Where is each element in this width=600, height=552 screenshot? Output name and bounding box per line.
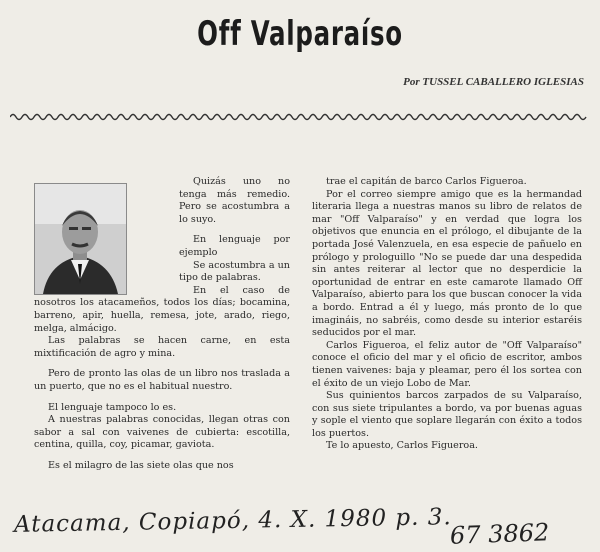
paragraph: trae el capitán de barco Carlos Figueroa.	[326, 176, 527, 187]
paragraph: Te lo apuesto, Carlos Figueroa.	[326, 440, 478, 452]
paragraph: Pero de pronto las olas de un libro nos traslada a un puerto, que no es el habitual nuestro.	[34, 368, 290, 392]
paragraph: En el caso de nosotros los atacameños, todos los días; bocamina, barreno, apir, huella, remesa, jote, arado, riego, melga, almácigo.	[34, 284, 290, 334]
paragraph: Quizás uno no tenga más remedio. Pero se acostumbra a lo suyo.	[179, 176, 290, 225]
handwritten-catalog-number: 67 3862	[449, 518, 550, 550]
paragraph: Sus quinientos barcos zarpados de su Valparaíso, con sus siete tripulantes a bordo, va por buenas aguas y sople el viento que soplare llegarán con éxito a todos los puertos.	[312, 390, 582, 439]
paragraph: Es el milagro de las siete olas que nos	[48, 459, 234, 471]
article-column-1	[34, 176, 290, 472]
paragraph: El lenguaje tampoco lo es.	[48, 401, 177, 413]
handwritten-source-note: Atacama, Copiapó, 4. X. 1980 p. 3.	[13, 504, 452, 538]
paragraph: Las palabras se hacen carne, en esta mixtificación de agro y mina.	[34, 335, 290, 359]
article-title: Off Valparaíso	[197, 14, 403, 54]
paragraph: Se acostumbra a un tipo de palabras.	[179, 259, 290, 284]
paragraph: Por el correo siempre amigo que es la hermandad literaria llega a nuestras manos su libro de relatos de mar "Off Valparaíso" y en verdad que logra los objetivos que enuncia en el prólogo, el dibujante de la portada José Valenzuela, en esa especie de pañuelo en prólogo y prologuillo "No se puede dar una despedida sin antes reiterar al lector que no desperdicie la oportunidad de entrar en este camarote llamado Off Valparaíso, abierto para los que buscan conocer la vida a bordo. Entrad a él y luego, más pronto de lo que imagináis, no sabréis, como desde su interior estaréis seducidos por el mar.	[312, 188, 582, 339]
paragraph: Carlos Figueroa, el feliz autor de "Off Valparaíso" conoce el oficio del mar y el oficio de escritor, ambos tienen vaivenes: baja y pleamar, pero él los sortea con el éxito de un viejo Lobo de Mar.	[312, 339, 582, 389]
paragraph: En lenguaje por ejemplo	[179, 234, 290, 258]
article-byline: Por TUSSEL CABALLERO IGLESIAS	[403, 76, 584, 88]
article-column-2	[312, 176, 582, 453]
paragraph: A nuestras palabras conocidas, llegan otras con sabor a sal con vaivenes de cubierta: escotilla, centina, quilla, coy, picamar, gaviota.	[34, 414, 290, 451]
wavy-divider	[10, 112, 590, 122]
